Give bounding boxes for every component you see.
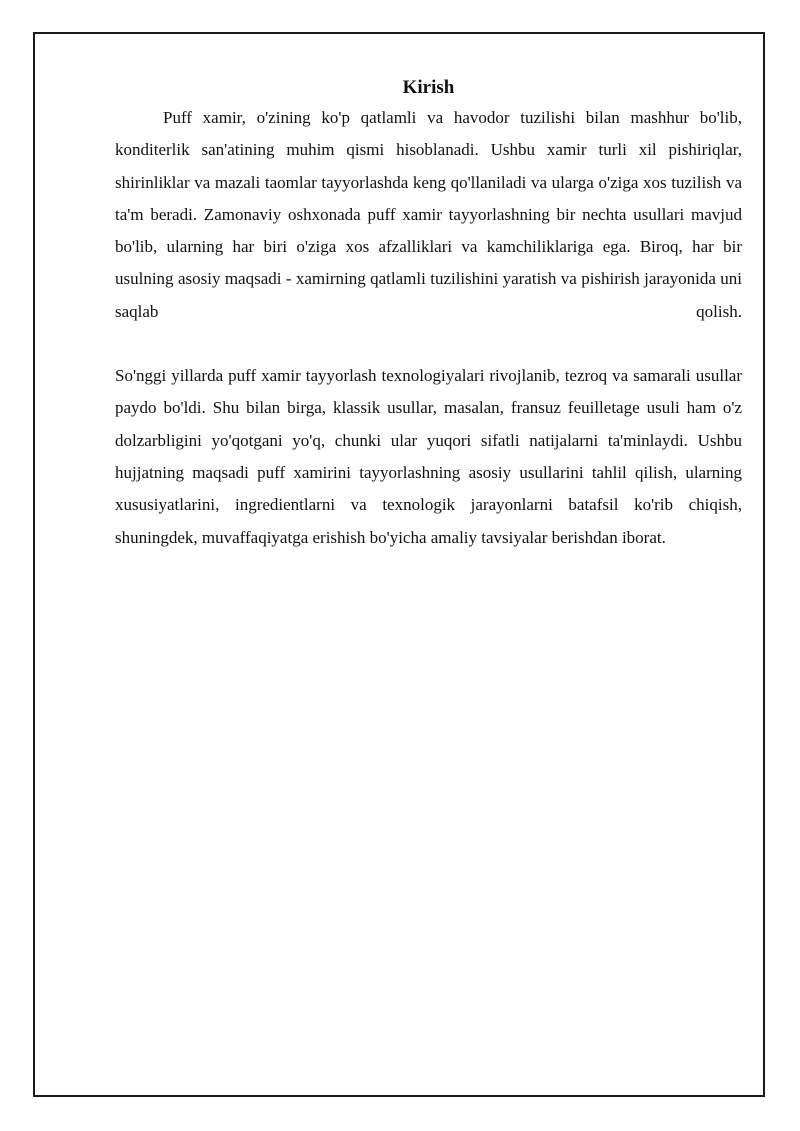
document-body (115, 74, 742, 554)
document-title: Kirish (402, 77, 455, 98)
paragraph-intro: Puff xamir, o'zining ko'p qatlamli va havodor tuzilishi bilan mashhur bo'lib, konditerlik san'atining muhim qismi hisoblanadi. Ushbu xamir turli xil pishiriqlar, shirinliklar va mazali taomlar tayyorlashda keng qo'llaniladi va ularga o'ziga xos tuzilish va ta'm beradi. Zamonaviy oshxonada puff xamir tayyorlashning bir nechta usullari mavjud bo'lib, ularning har biri o'ziga xos afzalliklari va kamchiliklariga ega. Biroq, har bir usulning asosiy maqsadi - xamirning qatlamli tuzilishini yaratish va pishirish jarayonida uni saqlab qolish. (115, 108, 742, 321)
paragraph-purpose: So'nggi yillarda puff xamir tayyorlash texnologiyalari rivojlanib, tezroq va samarali usullar paydo bo'ldi. Shu bilan birga, klassik usullar, masalan, fransuz feuilletage usuli ham o'z dolzarbligini yo'qotgani yo'q, chunki ular yuqori sifatli natijalarni ta'minlaydi. Ushbu hujjatning maqsadi puff xamirini tayyorlashning asosiy usullarini tahlil qilish, ularning xususiyatlarini, ingredientlarni va texnologik jarayonlarni batafsil ko'rib chiqish, shuningdek, muvaffaqiyatga erishish bo'yicha amaliy tavsiyalar berishdan iborat. (115, 366, 742, 547)
